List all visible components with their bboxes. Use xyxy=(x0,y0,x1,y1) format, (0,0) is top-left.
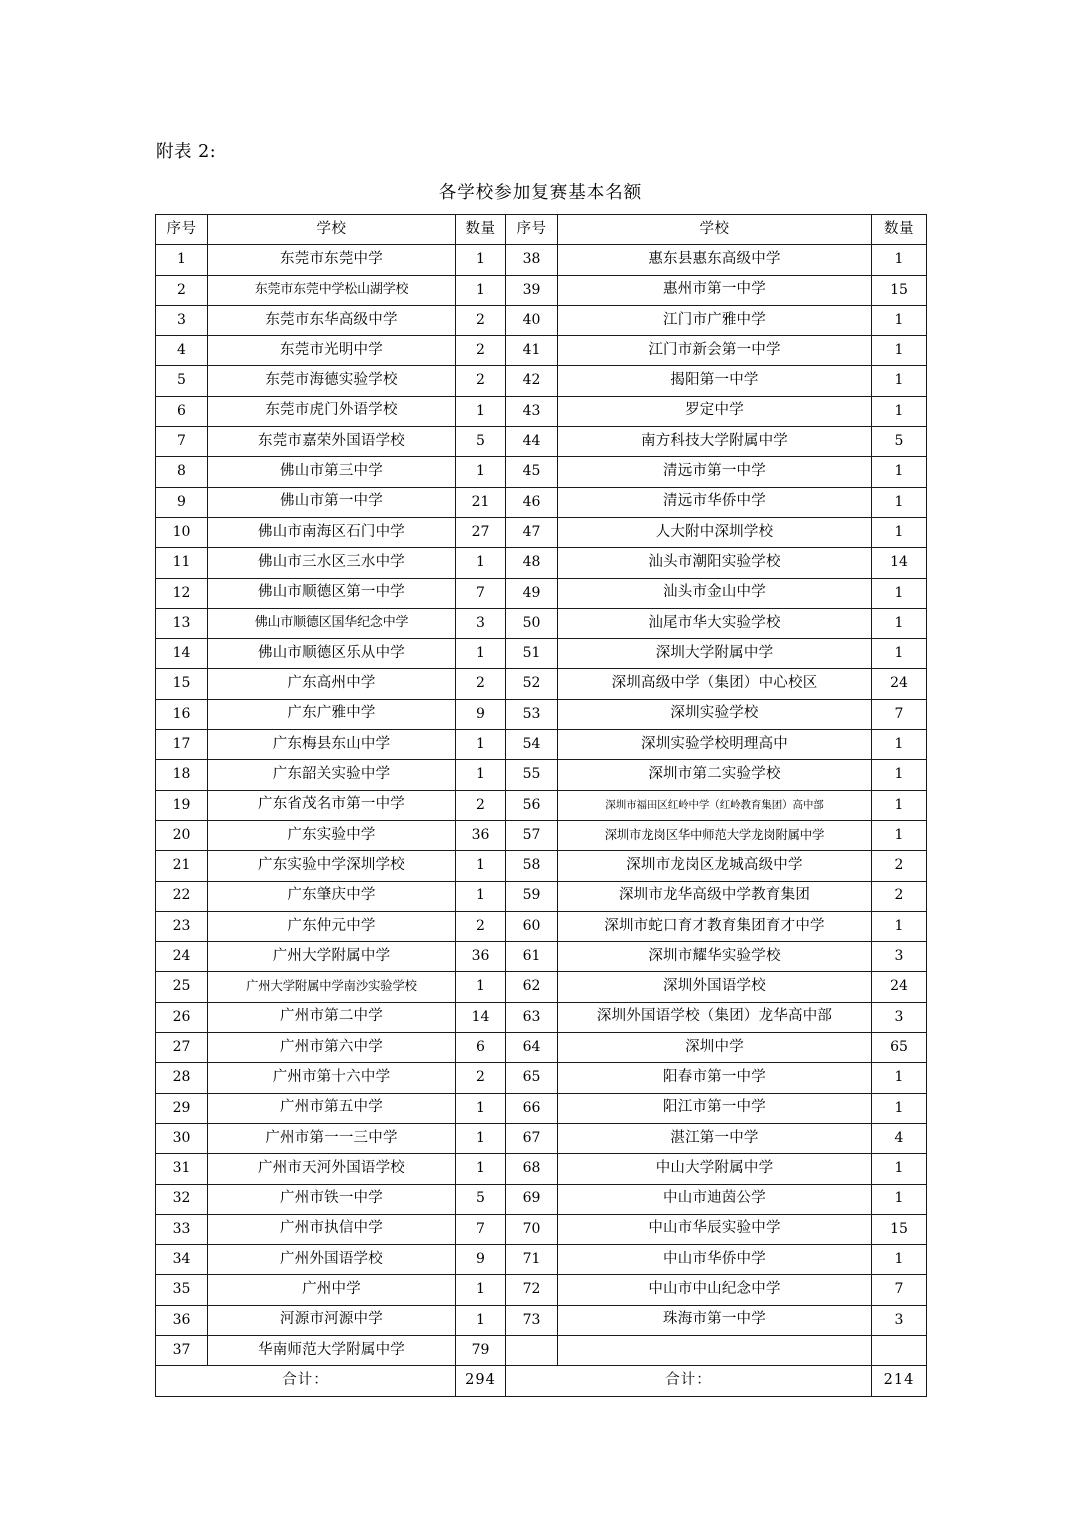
row-school-right: 深圳市福田区红岭中学（红岭教育集团）高中部 xyxy=(558,790,872,820)
row-qty-right: 1 xyxy=(872,790,927,820)
table-row xyxy=(156,1335,927,1365)
row-qty-right: 7 xyxy=(872,699,927,729)
row-school-left: 广州市第五中学 xyxy=(208,1093,456,1123)
row-index-right: 41 xyxy=(506,336,558,366)
row-school-right: 阳江市第一中学 xyxy=(558,1093,872,1123)
row-qty-left: 5 xyxy=(456,427,506,457)
row-school-left: 东莞市虎门外语学校 xyxy=(208,396,456,426)
table-row xyxy=(156,1275,927,1305)
row-index-left: 2 xyxy=(156,275,208,305)
row-school-right: 中山大学附属中学 xyxy=(558,1154,872,1184)
row-index-left: 35 xyxy=(156,1275,208,1305)
row-index-left: 18 xyxy=(156,760,208,790)
row-index-left: 12 xyxy=(156,578,208,608)
row-index-left: 37 xyxy=(156,1335,208,1365)
table-row xyxy=(156,1184,927,1214)
table-row xyxy=(156,487,927,517)
row-school-left: 广州市天河外国语学校 xyxy=(208,1154,456,1184)
row-qty-right: 14 xyxy=(872,548,927,578)
row-qty-left: 1 xyxy=(456,639,506,669)
row-index-right: 61 xyxy=(506,942,558,972)
row-qty-left: 1 xyxy=(456,275,506,305)
row-index-left: 14 xyxy=(156,639,208,669)
row-index-left: 31 xyxy=(156,1154,208,1184)
header-no-right: 序号 xyxy=(506,215,558,245)
row-index-right: 63 xyxy=(506,1002,558,1032)
row-index-right: 59 xyxy=(506,881,558,911)
row-school-right: 罗定中学 xyxy=(558,396,872,426)
row-index-left: 29 xyxy=(156,1093,208,1123)
row-qty-left: 2 xyxy=(456,336,506,366)
row-qty-right: 1 xyxy=(872,1154,927,1184)
table-row xyxy=(156,1305,927,1335)
row-school-left: 广州市第二中学 xyxy=(208,1002,456,1032)
row-school-left: 佛山市三水区三水中学 xyxy=(208,548,456,578)
row-qty-left: 2 xyxy=(456,366,506,396)
row-index-right: 64 xyxy=(506,1033,558,1063)
table-row xyxy=(156,608,927,638)
row-qty-right: 65 xyxy=(872,1033,927,1063)
row-qty-left: 1 xyxy=(456,396,506,426)
row-qty-right: 2 xyxy=(872,881,927,911)
row-qty-left: 3 xyxy=(456,608,506,638)
row-school-right: 深圳市龙华高级中学教育集团 xyxy=(558,881,872,911)
row-qty-left: 5 xyxy=(456,1184,506,1214)
row-school-right: 深圳市耀华实验学校 xyxy=(558,942,872,972)
row-index-left: 27 xyxy=(156,1033,208,1063)
table-row xyxy=(156,790,927,820)
row-school-right: 中山市华辰实验中学 xyxy=(558,1214,872,1244)
table-row xyxy=(156,427,927,457)
row-qty-left: 2 xyxy=(456,669,506,699)
row-index-left: 5 xyxy=(156,366,208,396)
row-school-right: 汕头市金山中学 xyxy=(558,578,872,608)
row-qty-left: 7 xyxy=(456,578,506,608)
row-school-right: 江门市广雅中学 xyxy=(558,305,872,335)
row-qty-right: 1 xyxy=(872,366,927,396)
row-index-right: 66 xyxy=(506,1093,558,1123)
row-index-right: 69 xyxy=(506,1184,558,1214)
row-qty-left: 1 xyxy=(456,548,506,578)
row-school-left: 广东广雅中学 xyxy=(208,699,456,729)
row-qty-right: 1 xyxy=(872,820,927,850)
empty-cell xyxy=(558,1335,872,1365)
row-school-left: 广州市第十六中学 xyxy=(208,1063,456,1093)
total-value-left: 294 xyxy=(456,1366,506,1396)
table-row xyxy=(156,457,927,487)
row-qty-right: 1 xyxy=(872,1063,927,1093)
row-index-left: 21 xyxy=(156,851,208,881)
row-index-left: 26 xyxy=(156,1002,208,1032)
row-index-right: 44 xyxy=(506,427,558,457)
row-school-left: 华南师范大学附属中学 xyxy=(208,1335,456,1365)
row-index-left: 6 xyxy=(156,396,208,426)
row-index-left: 16 xyxy=(156,699,208,729)
row-qty-left: 9 xyxy=(456,699,506,729)
row-index-right: 45 xyxy=(506,457,558,487)
row-school-right: 深圳外国语学校 xyxy=(558,972,872,1002)
row-index-left: 17 xyxy=(156,730,208,760)
row-school-left: 广州大学附属中学南沙实验学校 xyxy=(208,972,456,1002)
row-index-left: 4 xyxy=(156,336,208,366)
row-qty-right: 1 xyxy=(872,396,927,426)
row-school-right: 深圳高级中学（集团）中心校区 xyxy=(558,669,872,699)
table-row xyxy=(156,366,927,396)
row-index-left: 3 xyxy=(156,305,208,335)
row-qty-right: 1 xyxy=(872,245,927,275)
row-index-left: 32 xyxy=(156,1184,208,1214)
header-no-left: 序号 xyxy=(156,215,208,245)
table-row xyxy=(156,942,927,972)
row-index-right: 47 xyxy=(506,517,558,547)
row-index-right: 57 xyxy=(506,820,558,850)
table-row xyxy=(156,669,927,699)
row-school-left: 广州外国语学校 xyxy=(208,1245,456,1275)
row-qty-left: 2 xyxy=(456,911,506,941)
row-qty-left: 1 xyxy=(456,457,506,487)
row-school-left: 河源市河源中学 xyxy=(208,1305,456,1335)
row-school-right: 人大附中深圳学校 xyxy=(558,517,872,547)
empty-cell xyxy=(506,1335,558,1365)
table-row xyxy=(156,396,927,426)
row-school-left: 广东肇庆中学 xyxy=(208,881,456,911)
row-school-right: 惠东县惠东高级中学 xyxy=(558,245,872,275)
row-index-left: 20 xyxy=(156,820,208,850)
row-qty-right: 3 xyxy=(872,1002,927,1032)
row-qty-left: 1 xyxy=(456,851,506,881)
table-row xyxy=(156,972,927,1002)
row-school-left: 广东韶关实验中学 xyxy=(208,760,456,790)
row-qty-left: 2 xyxy=(456,1063,506,1093)
row-school-right: 深圳实验学校明理高中 xyxy=(558,730,872,760)
row-index-left: 34 xyxy=(156,1245,208,1275)
row-index-right: 67 xyxy=(506,1123,558,1153)
row-qty-right: 24 xyxy=(872,972,927,1002)
table-row xyxy=(156,1245,927,1275)
row-school-right: 深圳中学 xyxy=(558,1033,872,1063)
table-row xyxy=(156,881,927,911)
row-qty-right: 24 xyxy=(872,669,927,699)
row-index-right: 62 xyxy=(506,972,558,1002)
row-qty-right: 1 xyxy=(872,730,927,760)
row-qty-right: 1 xyxy=(872,578,927,608)
row-school-left: 广东仲元中学 xyxy=(208,911,456,941)
row-school-left: 东莞市东莞中学 xyxy=(208,245,456,275)
attachment-label: 附表 2: xyxy=(156,142,217,162)
row-qty-left: 1 xyxy=(456,881,506,911)
row-qty-left: 2 xyxy=(456,305,506,335)
row-qty-right: 4 xyxy=(872,1123,927,1153)
row-index-left: 15 xyxy=(156,669,208,699)
row-school-right: 清远市第一中学 xyxy=(558,457,872,487)
table-row xyxy=(156,1123,927,1153)
row-qty-right: 1 xyxy=(872,457,927,487)
row-school-left: 广东实验中学 xyxy=(208,820,456,850)
row-index-left: 13 xyxy=(156,608,208,638)
row-index-right: 58 xyxy=(506,851,558,881)
row-qty-left: 6 xyxy=(456,1033,506,1063)
row-index-right: 56 xyxy=(506,790,558,820)
row-index-right: 49 xyxy=(506,578,558,608)
row-index-right: 52 xyxy=(506,669,558,699)
row-qty-right: 5 xyxy=(872,427,927,457)
table-header-row xyxy=(156,215,927,245)
row-school-left: 广东高州中学 xyxy=(208,669,456,699)
row-qty-right: 1 xyxy=(872,305,927,335)
row-qty-left: 1 xyxy=(456,1305,506,1335)
row-qty-right: 7 xyxy=(872,1275,927,1305)
table-row xyxy=(156,548,927,578)
row-index-left: 23 xyxy=(156,911,208,941)
row-school-left: 佛山市顺德区第一中学 xyxy=(208,578,456,608)
row-index-right: 50 xyxy=(506,608,558,638)
row-school-left: 广东实验中学深圳学校 xyxy=(208,851,456,881)
row-index-right: 51 xyxy=(506,639,558,669)
row-qty-right: 1 xyxy=(872,760,927,790)
row-index-right: 38 xyxy=(506,245,558,275)
row-qty-right: 3 xyxy=(872,942,927,972)
row-school-right: 深圳市龙岗区龙城高级中学 xyxy=(558,851,872,881)
header-qty-left: 数量 xyxy=(456,215,506,245)
row-school-right: 阳春市第一中学 xyxy=(558,1063,872,1093)
row-school-right: 中山市中山纪念中学 xyxy=(558,1275,872,1305)
table-row xyxy=(156,699,927,729)
table-row xyxy=(156,1063,927,1093)
row-index-left: 9 xyxy=(156,487,208,517)
table-row xyxy=(156,305,927,335)
row-qty-left: 36 xyxy=(456,942,506,972)
row-qty-left: 27 xyxy=(456,517,506,547)
table-row xyxy=(156,851,927,881)
row-qty-left: 21 xyxy=(456,487,506,517)
row-school-left: 东莞市海德实验学校 xyxy=(208,366,456,396)
row-index-right: 60 xyxy=(506,911,558,941)
row-index-right: 73 xyxy=(506,1305,558,1335)
row-school-left: 广东省茂名市第一中学 xyxy=(208,790,456,820)
row-school-left: 佛山市顺德区乐从中学 xyxy=(208,639,456,669)
row-index-right: 71 xyxy=(506,1245,558,1275)
row-index-right: 70 xyxy=(506,1214,558,1244)
row-index-left: 24 xyxy=(156,942,208,972)
table-row xyxy=(156,639,927,669)
row-school-right: 深圳市龙岗区华中师范大学龙岗附属中学 xyxy=(558,820,872,850)
row-qty-left: 2 xyxy=(456,790,506,820)
row-school-right: 珠海市第一中学 xyxy=(558,1305,872,1335)
row-index-left: 7 xyxy=(156,427,208,457)
total-label-right: 合计： xyxy=(506,1366,872,1396)
row-qty-left: 1 xyxy=(456,972,506,1002)
table-row xyxy=(156,1093,927,1123)
row-school-left: 广州市执信中学 xyxy=(208,1214,456,1244)
row-school-right: 深圳市蛇口育才教育集团育才中学 xyxy=(558,911,872,941)
row-index-right: 43 xyxy=(506,396,558,426)
row-index-right: 65 xyxy=(506,1063,558,1093)
row-school-right: 揭阳第一中学 xyxy=(558,366,872,396)
row-qty-right: 1 xyxy=(872,1245,927,1275)
row-school-right: 深圳实验学校 xyxy=(558,699,872,729)
row-school-right: 汕尾市华大实验学校 xyxy=(558,608,872,638)
row-qty-left: 36 xyxy=(456,820,506,850)
row-qty-right: 1 xyxy=(872,1093,927,1123)
total-label-left: 合计： xyxy=(156,1366,456,1396)
table-row xyxy=(156,578,927,608)
table-body xyxy=(156,245,927,1366)
row-school-left: 佛山市顺德区国华纪念中学 xyxy=(208,608,456,638)
row-school-left: 广州市第一一三中学 xyxy=(208,1123,456,1153)
total-value-right: 214 xyxy=(872,1366,927,1396)
row-qty-left: 1 xyxy=(456,1154,506,1184)
row-qty-left: 1 xyxy=(456,245,506,275)
row-qty-left: 1 xyxy=(456,760,506,790)
row-school-left: 广州市第六中学 xyxy=(208,1033,456,1063)
row-index-left: 33 xyxy=(156,1214,208,1244)
row-index-right: 39 xyxy=(506,275,558,305)
row-qty-right: 1 xyxy=(872,517,927,547)
row-school-left: 广州中学 xyxy=(208,1275,456,1305)
table-row xyxy=(156,760,927,790)
table-row xyxy=(156,275,927,305)
row-index-right: 42 xyxy=(506,366,558,396)
table-row xyxy=(156,1214,927,1244)
row-index-right: 68 xyxy=(506,1154,558,1184)
table-row xyxy=(156,1002,927,1032)
row-qty-right: 15 xyxy=(872,275,927,305)
row-school-right: 惠州市第一中学 xyxy=(558,275,872,305)
table-row xyxy=(156,245,927,275)
row-qty-right: 15 xyxy=(872,1214,927,1244)
row-index-right: 40 xyxy=(506,305,558,335)
row-school-left: 广州大学附属中学 xyxy=(208,942,456,972)
row-school-left: 东莞市东莞中学松山湖学校 xyxy=(208,275,456,305)
row-school-right: 中山市华侨中学 xyxy=(558,1245,872,1275)
row-school-left: 佛山市第一中学 xyxy=(208,487,456,517)
row-qty-left: 9 xyxy=(456,1245,506,1275)
row-qty-right: 1 xyxy=(872,1184,927,1214)
row-school-left: 东莞市东华高级中学 xyxy=(208,305,456,335)
row-school-right: 湛江第一中学 xyxy=(558,1123,872,1153)
row-index-right: 48 xyxy=(506,548,558,578)
row-qty-right: 1 xyxy=(872,608,927,638)
row-qty-left: 1 xyxy=(456,1275,506,1305)
row-index-left: 25 xyxy=(156,972,208,1002)
row-index-left: 30 xyxy=(156,1123,208,1153)
row-index-left: 8 xyxy=(156,457,208,487)
row-qty-left: 7 xyxy=(456,1214,506,1244)
table-row xyxy=(156,730,927,760)
row-school-left: 东莞市嘉荣外国语学校 xyxy=(208,427,456,457)
row-school-right: 深圳外国语学校（集团）龙华高中部 xyxy=(558,1002,872,1032)
row-index-right: 54 xyxy=(506,730,558,760)
row-school-right: 清远市华侨中学 xyxy=(558,487,872,517)
row-qty-left: 1 xyxy=(456,1093,506,1123)
row-index-left: 28 xyxy=(156,1063,208,1093)
row-school-left: 广东梅县东山中学 xyxy=(208,730,456,760)
row-qty-right: 1 xyxy=(872,911,927,941)
quota-table xyxy=(155,214,927,1397)
row-school-left: 广州市铁一中学 xyxy=(208,1184,456,1214)
row-index-right: 46 xyxy=(506,487,558,517)
row-school-right: 南方科技大学附属中学 xyxy=(558,427,872,457)
table-row xyxy=(156,911,927,941)
row-school-left: 佛山市第三中学 xyxy=(208,457,456,487)
row-index-right: 55 xyxy=(506,760,558,790)
table-row xyxy=(156,517,927,547)
row-school-right: 汕头市潮阳实验学校 xyxy=(558,548,872,578)
row-qty-right: 1 xyxy=(872,487,927,517)
row-school-right: 深圳大学附属中学 xyxy=(558,639,872,669)
row-qty-left: 1 xyxy=(456,730,506,760)
row-index-left: 11 xyxy=(156,548,208,578)
row-qty-right: 1 xyxy=(872,639,927,669)
row-school-left: 东莞市光明中学 xyxy=(208,336,456,366)
row-school-right: 深圳市第二实验学校 xyxy=(558,760,872,790)
table-row xyxy=(156,1154,927,1184)
row-qty-left: 79 xyxy=(456,1335,506,1365)
row-index-right: 53 xyxy=(506,699,558,729)
row-index-left: 22 xyxy=(156,881,208,911)
header-school-left: 学校 xyxy=(208,215,456,245)
row-qty-right: 1 xyxy=(872,336,927,366)
row-index-right: 72 xyxy=(506,1275,558,1305)
row-qty-right: 2 xyxy=(872,851,927,881)
table-row xyxy=(156,1033,927,1063)
empty-cell xyxy=(872,1335,927,1365)
row-school-right: 江门市新会第一中学 xyxy=(558,336,872,366)
row-index-left: 10 xyxy=(156,517,208,547)
header-school-right: 学校 xyxy=(558,215,872,245)
row-index-left: 1 xyxy=(156,245,208,275)
page-title: 各学校参加复赛基本名额 xyxy=(438,183,643,203)
table-row xyxy=(156,336,927,366)
totals-row xyxy=(156,1366,927,1396)
row-index-left: 19 xyxy=(156,790,208,820)
row-qty-left: 1 xyxy=(456,1123,506,1153)
header-qty-right: 数量 xyxy=(872,215,927,245)
row-index-left: 36 xyxy=(156,1305,208,1335)
row-qty-right: 3 xyxy=(872,1305,927,1335)
row-school-left: 佛山市南海区石门中学 xyxy=(208,517,456,547)
table-row xyxy=(156,820,927,850)
row-qty-left: 14 xyxy=(456,1002,506,1032)
row-school-right: 中山市迪茵公学 xyxy=(558,1184,872,1214)
